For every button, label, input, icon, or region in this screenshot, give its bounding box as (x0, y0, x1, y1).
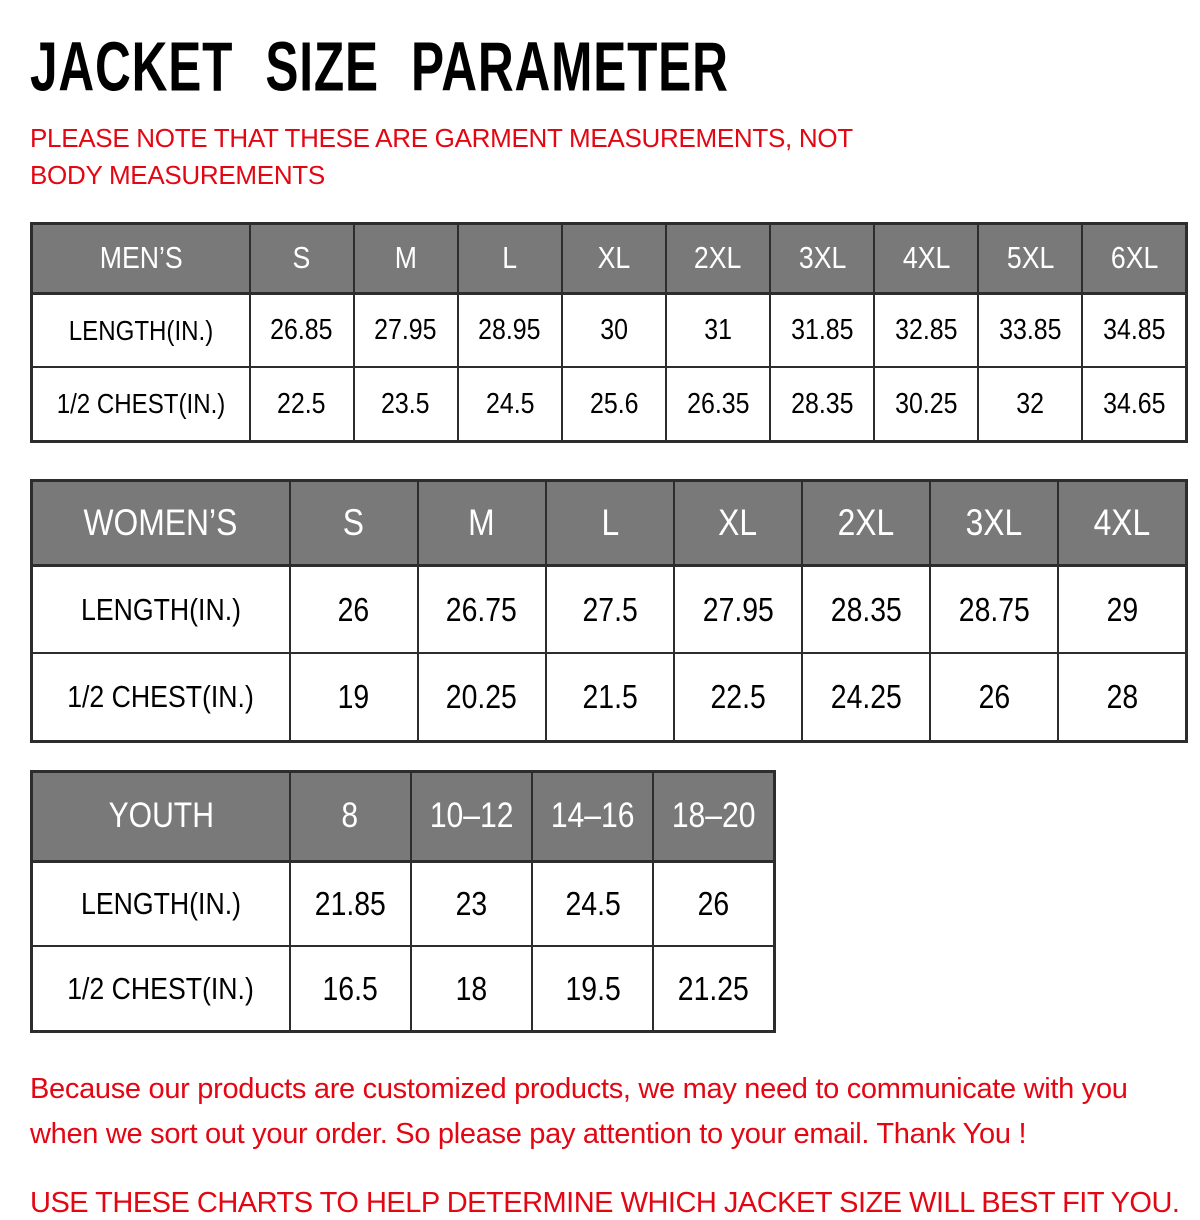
size-label: M (394, 240, 417, 276)
value: 28.35 (790, 387, 854, 420)
womens-size-header (418, 480, 546, 565)
value-cell (532, 861, 653, 946)
page-title-text: JACKET SIZE PARAMETER (30, 28, 729, 107)
size-label: 4XL (1093, 501, 1151, 543)
value: 31.85 (790, 314, 854, 347)
row-label: LENGTH(IN.) (80, 886, 241, 922)
value: 32.85 (895, 314, 958, 347)
youth-size-header (290, 771, 411, 861)
value-cell (250, 367, 354, 441)
youth-size-header (411, 771, 532, 861)
row-label-cell (32, 367, 250, 441)
value-cell (802, 565, 930, 653)
value-cell (666, 367, 770, 441)
value-cell (978, 293, 1082, 367)
mens-size-header (770, 223, 874, 293)
value: 24.25 (830, 678, 902, 716)
size-label: 3XL (965, 501, 1023, 543)
womens-size-header (1058, 480, 1186, 565)
value: 23.5 (381, 387, 430, 420)
row-label: LENGTH(IN.) (68, 314, 213, 346)
mens-table-title: MEN’S (99, 240, 183, 276)
youth-length-row (32, 861, 775, 946)
value: 28.75 (958, 590, 1030, 628)
size-label: 10–12 (429, 796, 514, 836)
value: 22.5 (710, 678, 766, 716)
size-label: S (292, 240, 311, 276)
value-cell (290, 946, 411, 1031)
value-cell (546, 653, 674, 741)
mens-size-header (354, 223, 458, 293)
value: 19.5 (564, 969, 621, 1007)
row-label-cell (32, 861, 290, 946)
value-cell (978, 367, 1082, 441)
size-label: M (468, 501, 495, 543)
value-cell (458, 293, 562, 367)
mens-table-title-cell (32, 223, 250, 293)
size-label: 2XL (837, 501, 895, 543)
size-label: XL (597, 240, 631, 276)
value-cell (411, 946, 532, 1031)
value: 26 (978, 678, 1011, 716)
value: 21.25 (678, 969, 750, 1007)
value: 33.85 (999, 314, 1062, 347)
row-label-cell (32, 946, 290, 1031)
youth-chest-row (32, 946, 775, 1031)
value-cell (546, 565, 674, 653)
size-label: 14–16 (550, 796, 635, 836)
value: 19 (337, 678, 370, 716)
mens-size-table (30, 222, 1188, 443)
mens-size-header (458, 223, 562, 293)
mens-size-header (562, 223, 666, 293)
row-label: 1/2 CHEST(IN.) (67, 970, 255, 1006)
value: 28 (1106, 678, 1138, 716)
value-cell (653, 946, 774, 1031)
value-cell (290, 565, 418, 653)
value-cell (666, 293, 770, 367)
row-label: 1/2 CHEST(IN.) (67, 679, 255, 715)
value: 26.75 (446, 590, 518, 628)
mens-size-header (250, 223, 354, 293)
value-cell (770, 367, 874, 441)
value: 21.85 (314, 885, 386, 923)
value-cell (1082, 367, 1186, 441)
size-label: 4XL (902, 240, 950, 276)
page-title (30, 28, 1188, 107)
size-label: L (601, 501, 619, 543)
row-label-cell (32, 653, 290, 741)
value: 23 (455, 885, 488, 923)
value-cell (1058, 653, 1186, 741)
womens-header-row (32, 480, 1187, 565)
value: 25.6 (589, 387, 639, 420)
value: 24.5 (564, 885, 621, 923)
value: 29 (1106, 590, 1138, 628)
mens-header-row (32, 223, 1187, 293)
womens-table-title: WOMEN’S (83, 501, 238, 543)
value-cell (290, 653, 418, 741)
value-cell (411, 861, 532, 946)
value-cell (653, 861, 774, 946)
size-label: 2XL (694, 240, 742, 276)
value: 26.35 (686, 387, 750, 420)
value-cell (770, 293, 874, 367)
value-cell (874, 293, 978, 367)
value-cell (290, 861, 411, 946)
size-label: XL (718, 501, 758, 543)
value: 30 (600, 314, 628, 347)
value-cell (1082, 293, 1186, 367)
value: 22.5 (277, 387, 326, 420)
value: 27.95 (702, 590, 774, 628)
value: 27.95 (374, 314, 437, 347)
value-cell (674, 653, 802, 741)
value: 30.25 (895, 387, 958, 420)
value: 34.65 (1102, 387, 1166, 420)
value-cell (1058, 565, 1186, 653)
value-cell (930, 653, 1058, 741)
value: 31 (704, 314, 732, 347)
size-label: L (502, 240, 518, 276)
value-cell (418, 653, 546, 741)
value: 32 (1016, 387, 1045, 420)
youth-size-table (30, 770, 776, 1033)
size-label: 18–20 (671, 796, 756, 836)
youth-size-header (653, 771, 774, 861)
value: 26.85 (270, 314, 333, 347)
womens-size-table (30, 479, 1188, 743)
mens-size-header (978, 223, 1082, 293)
womens-size-header (674, 480, 802, 565)
youth-header-row (32, 771, 775, 861)
value: 28.35 (830, 590, 902, 628)
womens-length-row (32, 565, 1187, 653)
womens-size-header (802, 480, 930, 565)
mens-size-header (1082, 223, 1186, 293)
value-cell (418, 565, 546, 653)
value: 27.5 (582, 590, 638, 628)
womens-size-header (930, 480, 1058, 565)
value: 26 (337, 590, 370, 628)
youth-table-title: YOUTH (108, 796, 214, 836)
womens-size-header (290, 480, 418, 565)
value: 21.5 (582, 678, 638, 716)
customization-notice: Because our products are customized products, we may need to communicate with you when we sort out your order. So please pay attention to your email. Thank You ! (30, 1072, 1128, 1150)
youth-size-header (532, 771, 653, 861)
womens-chest-row (32, 653, 1187, 741)
value: 24.5 (485, 387, 535, 420)
value-cell (674, 565, 802, 653)
chart-usage-note: USE THESE CHARTS TO HELP DETERMINE WHICH JACKET SIZE WILL BEST FIT YOU. (30, 1186, 1180, 1219)
mens-size-header (666, 223, 770, 293)
value-cell (532, 946, 653, 1031)
row-label: 1/2 CHEST(IN.) (56, 388, 226, 420)
value: 16.5 (322, 969, 378, 1007)
value-cell (802, 653, 930, 741)
value-cell (250, 293, 354, 367)
row-label-cell (32, 565, 290, 653)
garment-measurement-note: PLEASE NOTE THAT THESE ARE GARMENT MEASUREMENTS, NOT BODY MEASUREMENTS (30, 123, 853, 190)
youth-table-title-cell (32, 771, 290, 861)
value-cell (458, 367, 562, 441)
row-label-cell (32, 293, 250, 367)
value: 26 (697, 885, 730, 923)
value-cell (354, 367, 458, 441)
womens-size-header (546, 480, 674, 565)
size-label: 6XL (1110, 240, 1158, 276)
value-cell (562, 367, 666, 441)
value: 20.25 (446, 678, 518, 716)
size-label: 8 (341, 796, 359, 836)
mens-length-row (32, 293, 1187, 367)
womens-table-title-cell (32, 480, 290, 565)
value: 18 (455, 969, 488, 1007)
size-label: 5XL (1006, 240, 1055, 276)
size-label: 3XL (798, 240, 846, 276)
value-cell (874, 367, 978, 441)
size-label: S (342, 501, 365, 543)
value: 28.95 (478, 314, 541, 347)
row-label: LENGTH(IN.) (80, 591, 241, 627)
value-cell (354, 293, 458, 367)
mens-size-header (874, 223, 978, 293)
mens-chest-row (32, 367, 1187, 441)
value: 34.85 (1102, 314, 1166, 347)
value-cell (562, 293, 666, 367)
value-cell (930, 565, 1058, 653)
